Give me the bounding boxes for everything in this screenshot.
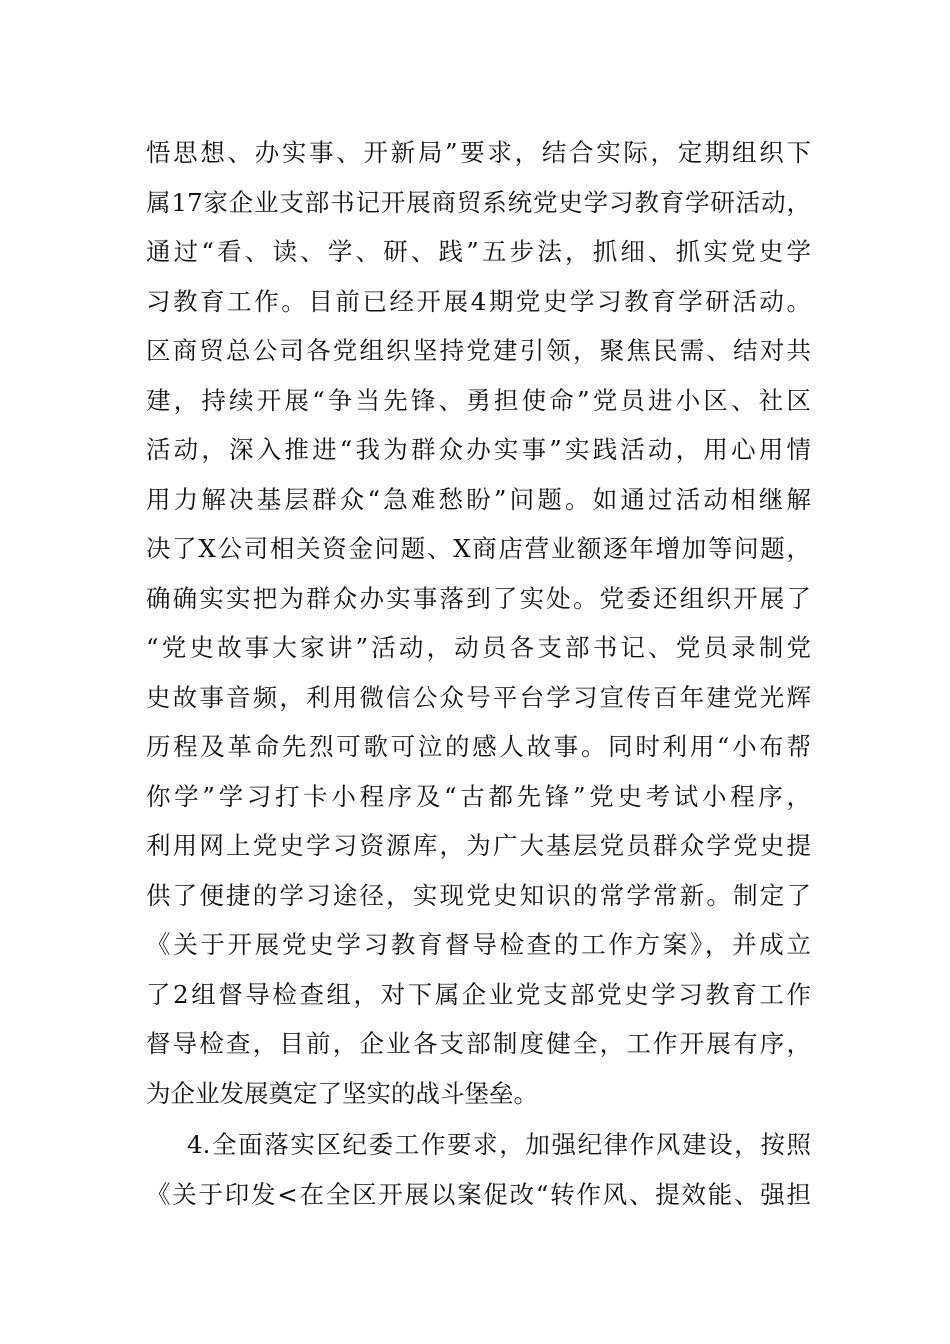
text-line: 利用网上党史学习资源库，为广大基层党员群众学党史提 (146, 831, 811, 860)
text-line: 《关于印发<在全区开展以案促改“转作风、提效能、强担 (146, 1179, 811, 1209)
paragraph-2 (146, 1120, 811, 1219)
paragraph-1 (146, 128, 811, 1118)
text-line: 历程及革命先烈可歌可泣的感人故事。同时利用“小布帮 (146, 732, 811, 761)
text-line: 属17家企业支部书记开展商贸系统党史学习教育学研活动， (146, 187, 811, 217)
text-line: 了2组督导检查组，对下属企业党支部党史学习教育工作 (146, 979, 811, 1009)
text-line: 确确实实把为群众办实事落到了实处。党委还组织开展了 (146, 583, 811, 613)
text-line: 用力解决基层群众“急难愁盼”问题。如通过活动相继解 (146, 484, 811, 514)
text-line: 4.全面落实区纪委工作要求，加强纪律作风建设，按照 (187, 1130, 811, 1159)
text-line: “党史故事大家讲”活动，动员各支部书记、党员录制党 (146, 633, 811, 662)
text-line: 史故事音频，利用微信公众号平台学习宣传百年建党光辉 (146, 682, 811, 712)
text-line: 习教育工作。目前已经开展4期党史学习教育学研活动。 (146, 286, 811, 316)
text-line: 供了便捷的学习途径，实现党史知识的常学常新。制定了 (146, 880, 811, 910)
text-line: 区商贸总公司各党组织坚持党建引领，聚焦民需、结对共 (146, 336, 811, 365)
text-line: 悟思想、办实事、开新局”要求，结合实际，定期组织下 (146, 138, 811, 167)
document-body (146, 128, 811, 1219)
text-line: 为企业发展奠定了坚实的战斗堡垒。 (146, 1078, 538, 1108)
text-line: 《关于开展党史学习教育督导检查的工作方案》，并成立 (146, 930, 811, 959)
text-line: 督导检查，目前，企业各支部制度健全，工作开展有序， (146, 1029, 811, 1058)
text-line: 建，持续开展“争当先锋、勇担使命”党员进小区、社区 (146, 385, 811, 415)
text-line: 通过“看、读、学、研、践”五步法，抓细、抓实党史学 (146, 237, 811, 266)
text-line: 活动，深入推进“我为群众办实事”实践活动，用心用情 (146, 435, 811, 464)
text-line: 你学”学习打卡小程序及“古都先锋”党史考试小程序， (146, 781, 811, 811)
text-line: 决了X公司相关资金问题、X商店营业额逐年增加等问题， (146, 534, 811, 563)
